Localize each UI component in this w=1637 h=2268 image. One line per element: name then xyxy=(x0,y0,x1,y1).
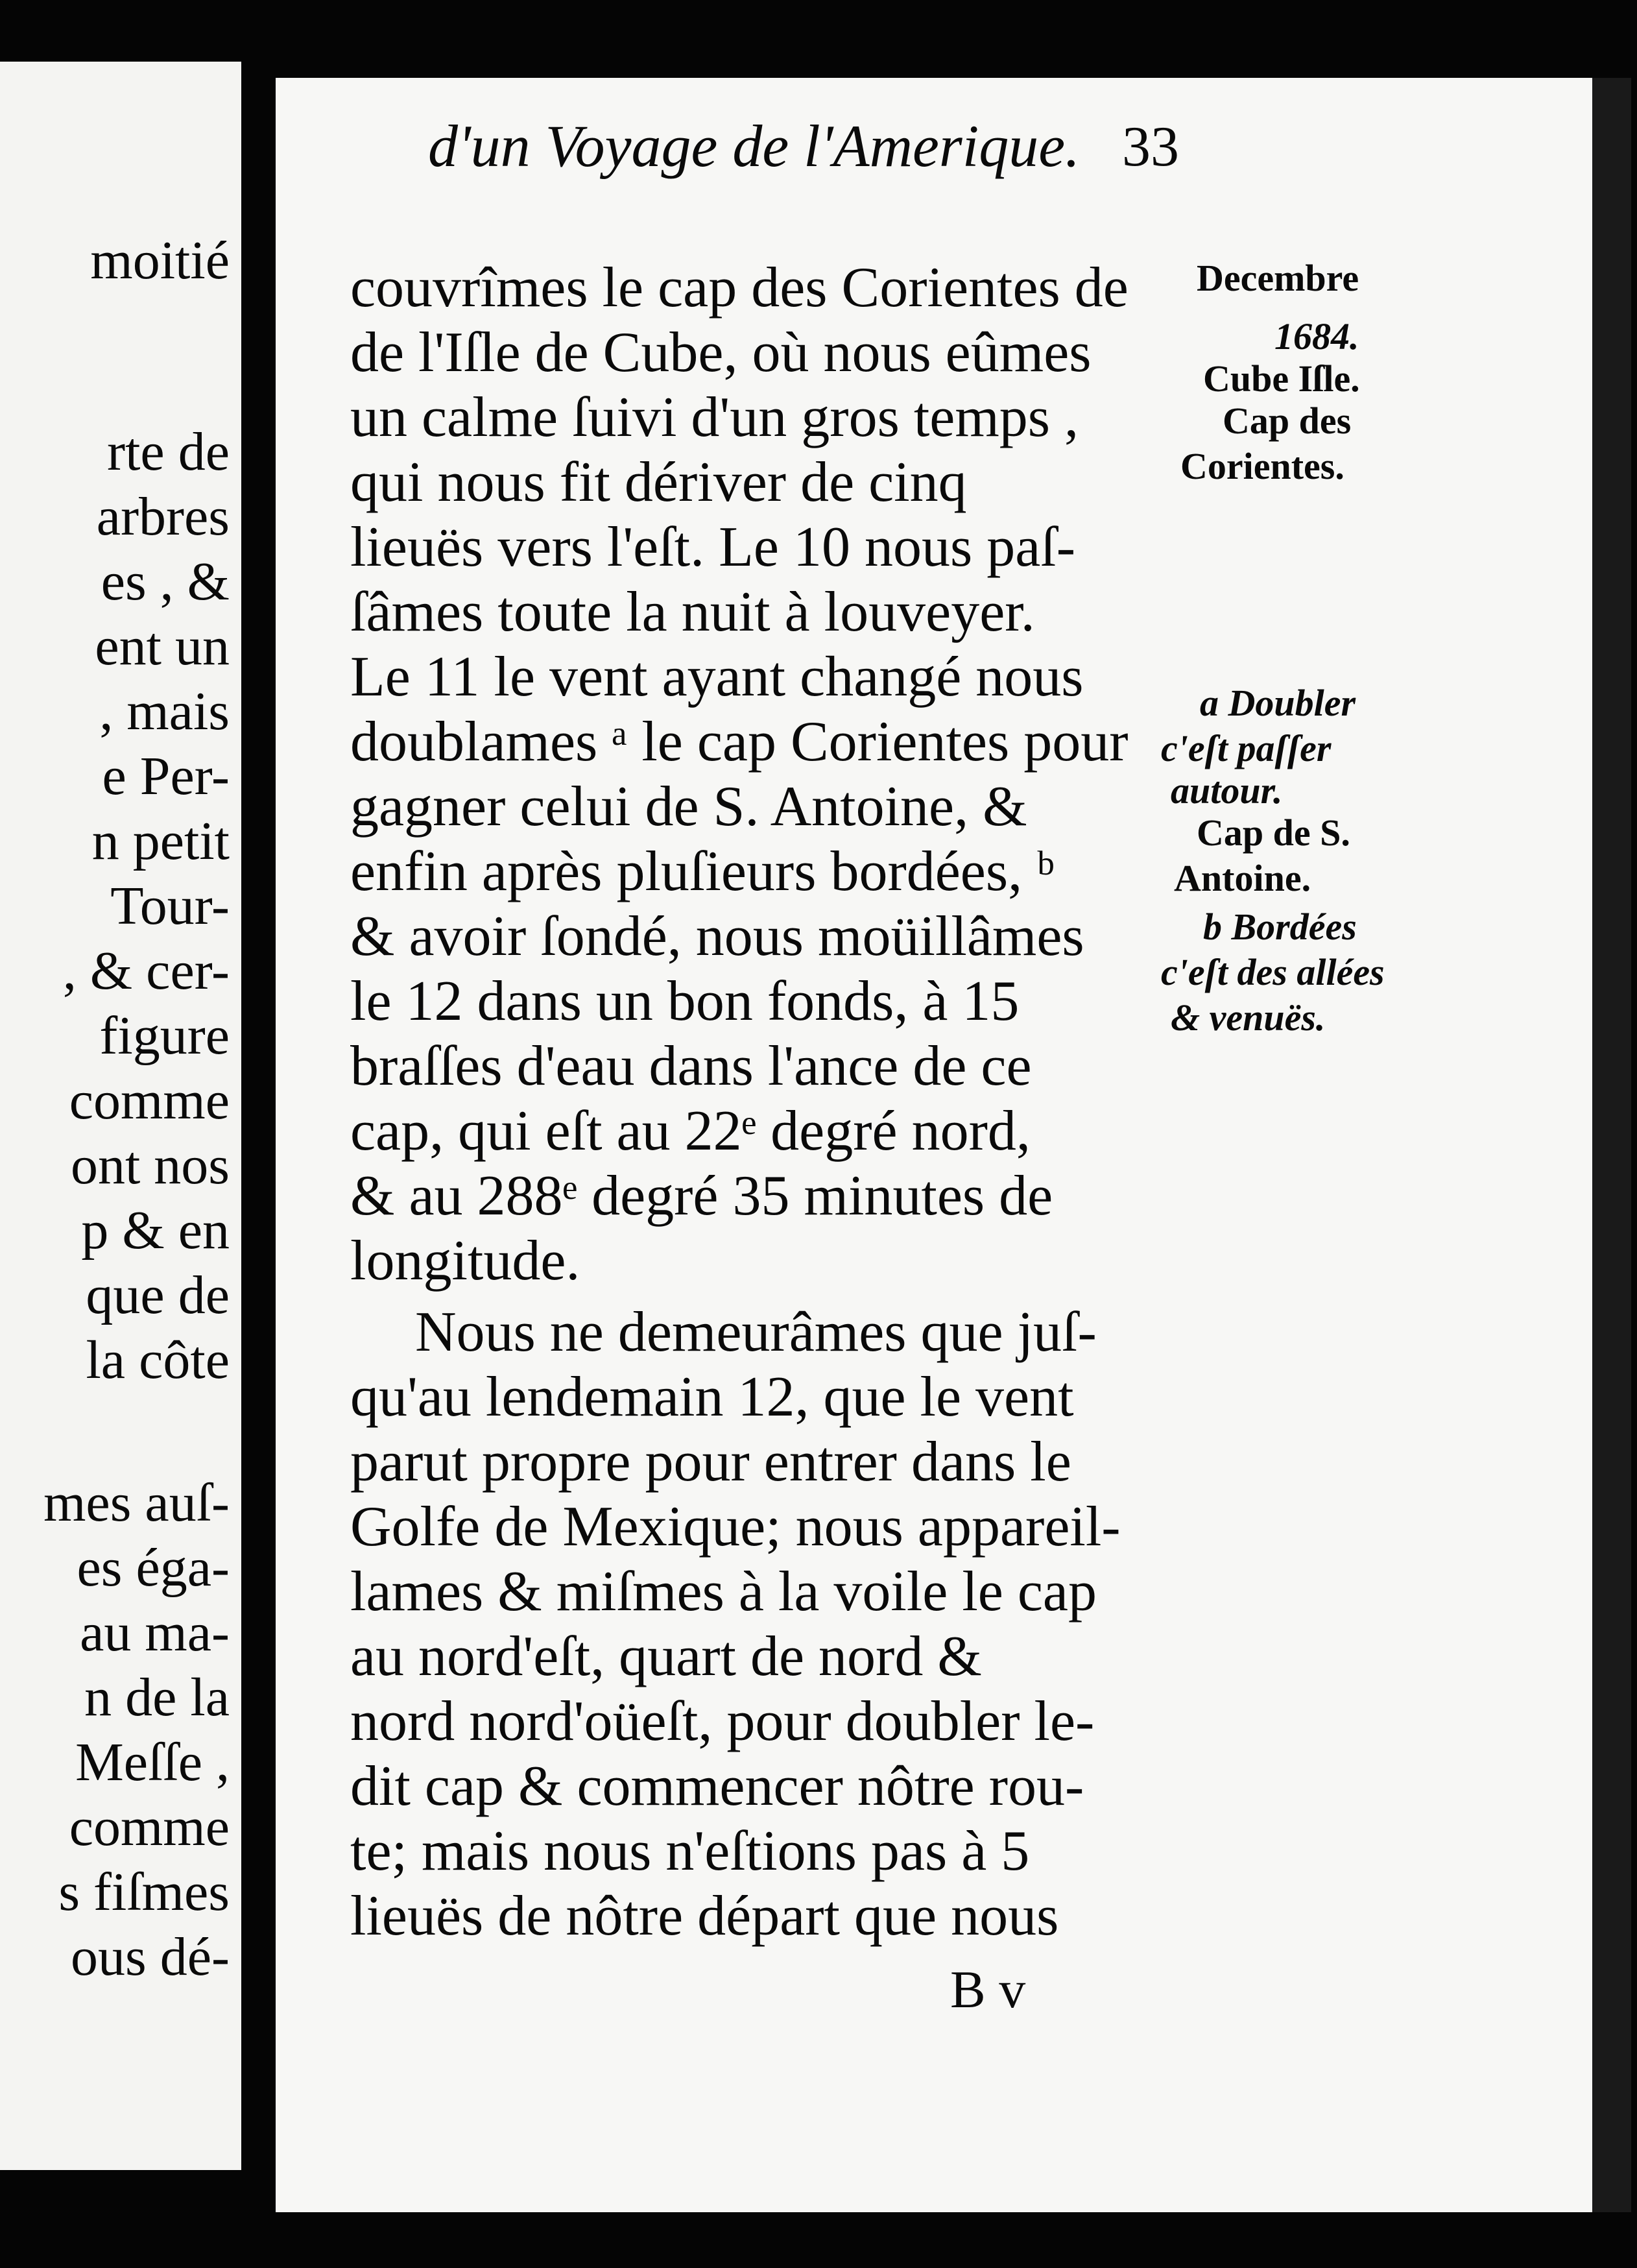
body-line: lames & miſmes à la voile le cap xyxy=(350,1560,1097,1623)
body-line: te; mais nous n'eſtions pas à 5 xyxy=(350,1820,1030,1883)
margin-note: Corientes. xyxy=(1180,445,1344,487)
margin-note: & venuës. xyxy=(1171,996,1326,1039)
left-page-line: comme xyxy=(69,1070,230,1131)
body-line: Golfe de Mexique; nous appareil- xyxy=(350,1495,1121,1558)
body-line: de l'Iſle de Cube, où nous eûmes xyxy=(350,321,1092,384)
body-line: couvrîmes le cap des Corientes de xyxy=(350,256,1129,319)
left-page-line: n petit xyxy=(91,811,230,871)
body-line: lieuës vers l'eſt. Le 10 nous paſ- xyxy=(350,516,1076,579)
body-line: lieuës de nôtre départ que nous xyxy=(350,1885,1059,1948)
margin-note: b Bordées xyxy=(1203,906,1357,948)
body-line: doublames ᵃ le cap Corientes pour xyxy=(350,710,1129,773)
running-head: d'un Voyage de l'Amerique. xyxy=(428,113,1081,179)
left-page-line: au ma- xyxy=(80,1602,230,1663)
page-number: 33 xyxy=(1122,115,1179,178)
margin-note: 1684. xyxy=(1274,315,1359,357)
margin-note: Cap de S. xyxy=(1197,812,1350,854)
left-page-line: ent un xyxy=(95,616,230,677)
body-line: au nord'eſt, quart de nord & xyxy=(350,1625,982,1688)
margin-note: autour. xyxy=(1171,769,1283,812)
margin-note: Cube Iſle. xyxy=(1203,357,1360,400)
left-page-line: figure xyxy=(99,1006,230,1066)
left-page-line: s fiſmes xyxy=(58,1862,230,1922)
body-line: gagner celui de S. Antoine, & xyxy=(350,775,1027,838)
left-page-line: es éga- xyxy=(77,1538,230,1598)
body-line: parut propre pour entrer dans le xyxy=(350,1430,1071,1493)
body-line: ſâmes toute la nuit à louveyer. xyxy=(350,581,1035,644)
left-page-line: es , & xyxy=(101,551,230,612)
left-page-line: ous dé- xyxy=(71,1927,230,1987)
body-line: un calme ſuivi d'un gros temps , xyxy=(350,386,1079,449)
left-page-line: que de xyxy=(86,1265,230,1325)
margin-note: Cap des xyxy=(1223,400,1352,442)
body-line: qu'au lendemain 12, que le vent xyxy=(350,1366,1074,1429)
left-page-line: ont nos xyxy=(70,1135,230,1196)
left-page-line: la côte xyxy=(86,1330,230,1390)
left-page-line: n de la xyxy=(84,1667,230,1728)
body-line: qui nous fit dériver de cinq xyxy=(350,451,967,514)
body-line: Le 11 le vent ayant changé nous xyxy=(350,645,1084,708)
body-line: cap, qui eſt au 22ᵉ degré nord, xyxy=(350,1100,1031,1163)
left-page-line: , & cer- xyxy=(62,941,230,1001)
left-page-line: mes auſ- xyxy=(43,1473,230,1533)
body-line: dit cap & commencer nôtre rou- xyxy=(350,1755,1084,1818)
margin-note: Antoine. xyxy=(1174,857,1311,899)
margin-note: c'eſt des allées xyxy=(1161,951,1385,993)
margin-note: a Doubler xyxy=(1200,682,1356,724)
body-line: le 12 dans un bon fonds, à 15 xyxy=(350,970,1020,1033)
left-page-line: moitié xyxy=(90,230,230,291)
body-line: Nous ne demeurâmes que juſ- xyxy=(415,1301,1097,1364)
body-line: braſſes d'eau dans l'ance de ce xyxy=(350,1035,1032,1098)
left-page-line: Tour- xyxy=(110,876,230,936)
body-line: nord nord'oüeſt, pour doubler le- xyxy=(350,1690,1095,1753)
left-page-line: , mais xyxy=(99,681,230,742)
body-line: longitude. xyxy=(350,1229,580,1292)
margin-note: Decembre xyxy=(1197,257,1359,299)
left-page-line: Meſſe , xyxy=(75,1732,230,1792)
left-page-line: arbres xyxy=(96,487,230,547)
left-page-line: p & en xyxy=(81,1200,230,1261)
left-page xyxy=(0,62,241,2170)
left-page-line: rte de xyxy=(107,422,230,482)
body-line: & avoir ſondé, nous moüillâmes xyxy=(350,905,1084,968)
signature-mark: B v xyxy=(950,1960,1026,2019)
left-page-line: e Per- xyxy=(102,746,230,806)
body-line: enfin après pluſieurs bordées, ᵇ xyxy=(350,840,1055,903)
margin-note: c'eſt paſſer xyxy=(1161,727,1332,769)
body-line: & au 288ᵉ degré 35 minutes de xyxy=(350,1164,1053,1227)
left-page-line: comme xyxy=(69,1797,230,1857)
